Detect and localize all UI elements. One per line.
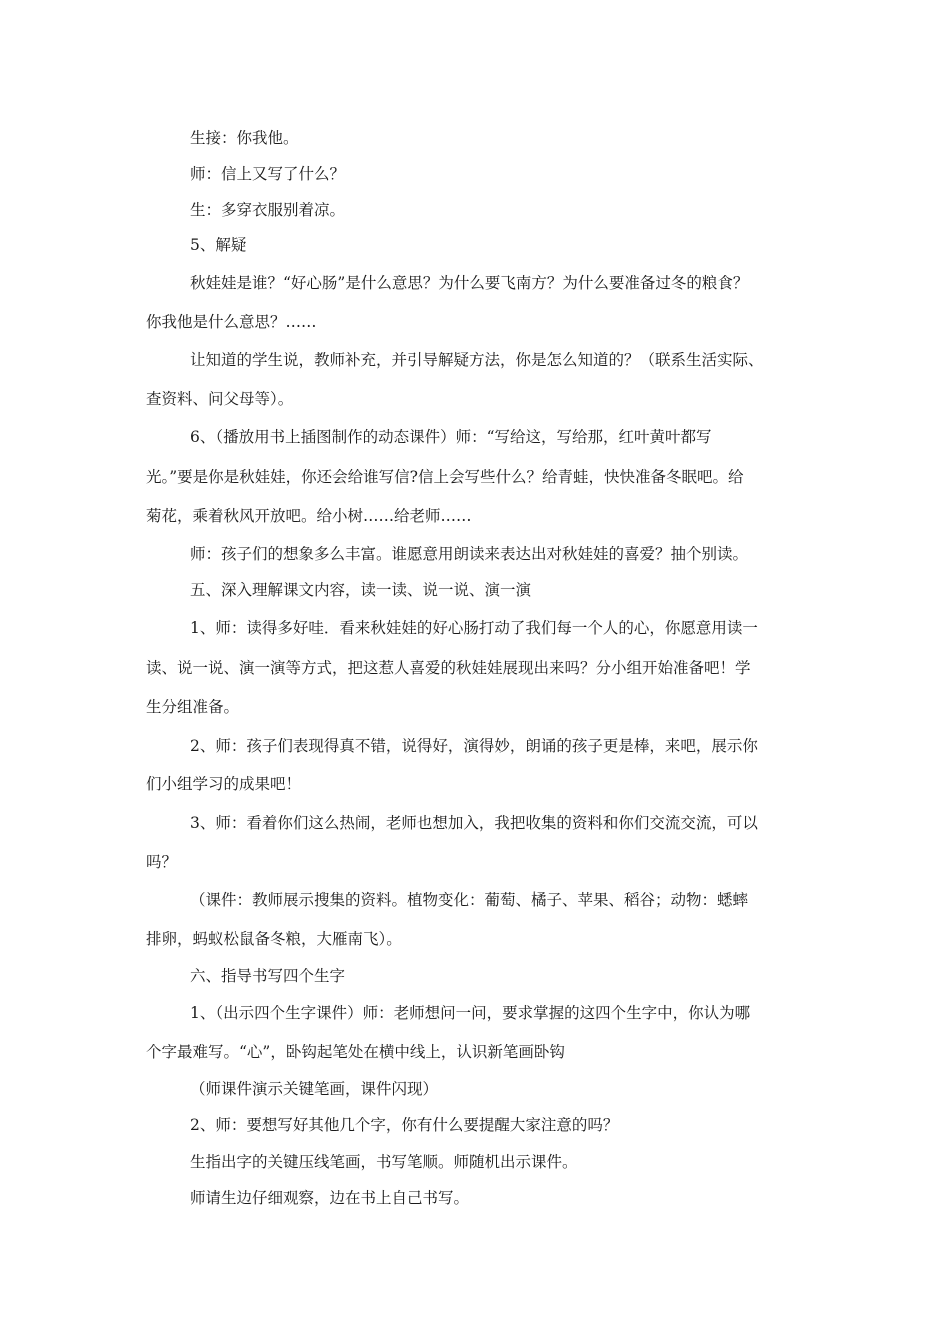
text-line: 光。”要是你是秋娃娃，你还会给谁写信?信上会写些什么？给青蛙，快快准备冬眠吧。给 xyxy=(146,468,744,486)
text-line: 生接：你我他。 xyxy=(190,129,299,147)
text-line: 生指出字的关键压线笔画，书写笔顺。师随机出示课件。 xyxy=(190,1153,578,1171)
text-line: 查资料、问父母等）。 xyxy=(146,390,294,408)
text-line: 2、师：要想写好其他几个字，你有什么要提醒大家注意的吗？ xyxy=(190,1116,619,1134)
text-line: （课件：教师展示搜集的资料。植物变化：葡萄、橘子、苹果、稻谷；动物：蟋蟀 xyxy=(190,891,749,909)
text-line: 吗？ xyxy=(146,853,178,871)
text-line: 生：多穿衣服别着凉。 xyxy=(190,201,346,219)
text-line: 师：孩子们的想象多么丰富。谁愿意用朗读来表达出对秋娃娃的喜爱？抽个别读。 xyxy=(190,545,749,563)
text-line: 们小组学习的成果吧！ xyxy=(146,775,302,793)
text-line: 菊花，乘着秋风开放吧。给小树……给老师…… xyxy=(146,507,472,525)
text-line: 个字最难写。“心”，卧钩起笔处在横中线上，认识新笔画卧钩 xyxy=(146,1043,565,1061)
text-line: 排卵，蚂蚁松鼠备冬粮，大雁南飞）。 xyxy=(146,930,402,948)
text-line: 2、师：孩子们表现得真不错，说得好，演得妙，朗诵的孩子更是棒，来吧，展示你 xyxy=(190,737,758,755)
text-line: 生分组准备。 xyxy=(146,698,240,716)
text-line: 1、师：读得多好哇．看来秋娃娃的好心肠打动了我们每一个人的心，你愿意用读一 xyxy=(190,619,758,637)
section-heading: 六、指导书写四个生字 xyxy=(190,967,346,985)
text-line: 师：信上又写了什么？ xyxy=(190,165,346,183)
text-line: 让知道的学生说，教师补充，并引导解疑方法，你是怎么知道的？（联系生活实际、 xyxy=(190,351,764,369)
text-line: 读、说一说、演一演等方式，把这惹人喜爱的秋娃娃展现出来吗？分小组开始准备吧！学 xyxy=(146,659,751,677)
text-line: 6、（播放用书上插图制作的动态课件）师：“写给这，写给那，红叶黄叶都写 xyxy=(190,428,712,446)
section-heading: 五、深入理解课文内容，读一读、说一说、演一演 xyxy=(190,581,532,599)
text-line: 师请生边仔细观察，边在书上自己书写。 xyxy=(190,1189,470,1207)
text-line: 3、师：看着你们这么热闹，老师也想加入，我把收集的资料和你们交流交流，可以 xyxy=(190,814,758,832)
text-line: （师课件演示关键笔画，课件闪现） xyxy=(190,1080,439,1098)
text-line: 你我他是什么意思？…… xyxy=(146,313,317,331)
text-line: 5、解疑 xyxy=(190,236,247,254)
text-line: 秋娃娃是谁？“好心肠”是什么意思？为什么要飞南方？为什么要准备过冬的粮食？ xyxy=(190,274,749,292)
text-line: 1、（出示四个生字课件）师：老师想问一问，要求掌握的这四个生字中，你认为哪 xyxy=(190,1004,751,1022)
